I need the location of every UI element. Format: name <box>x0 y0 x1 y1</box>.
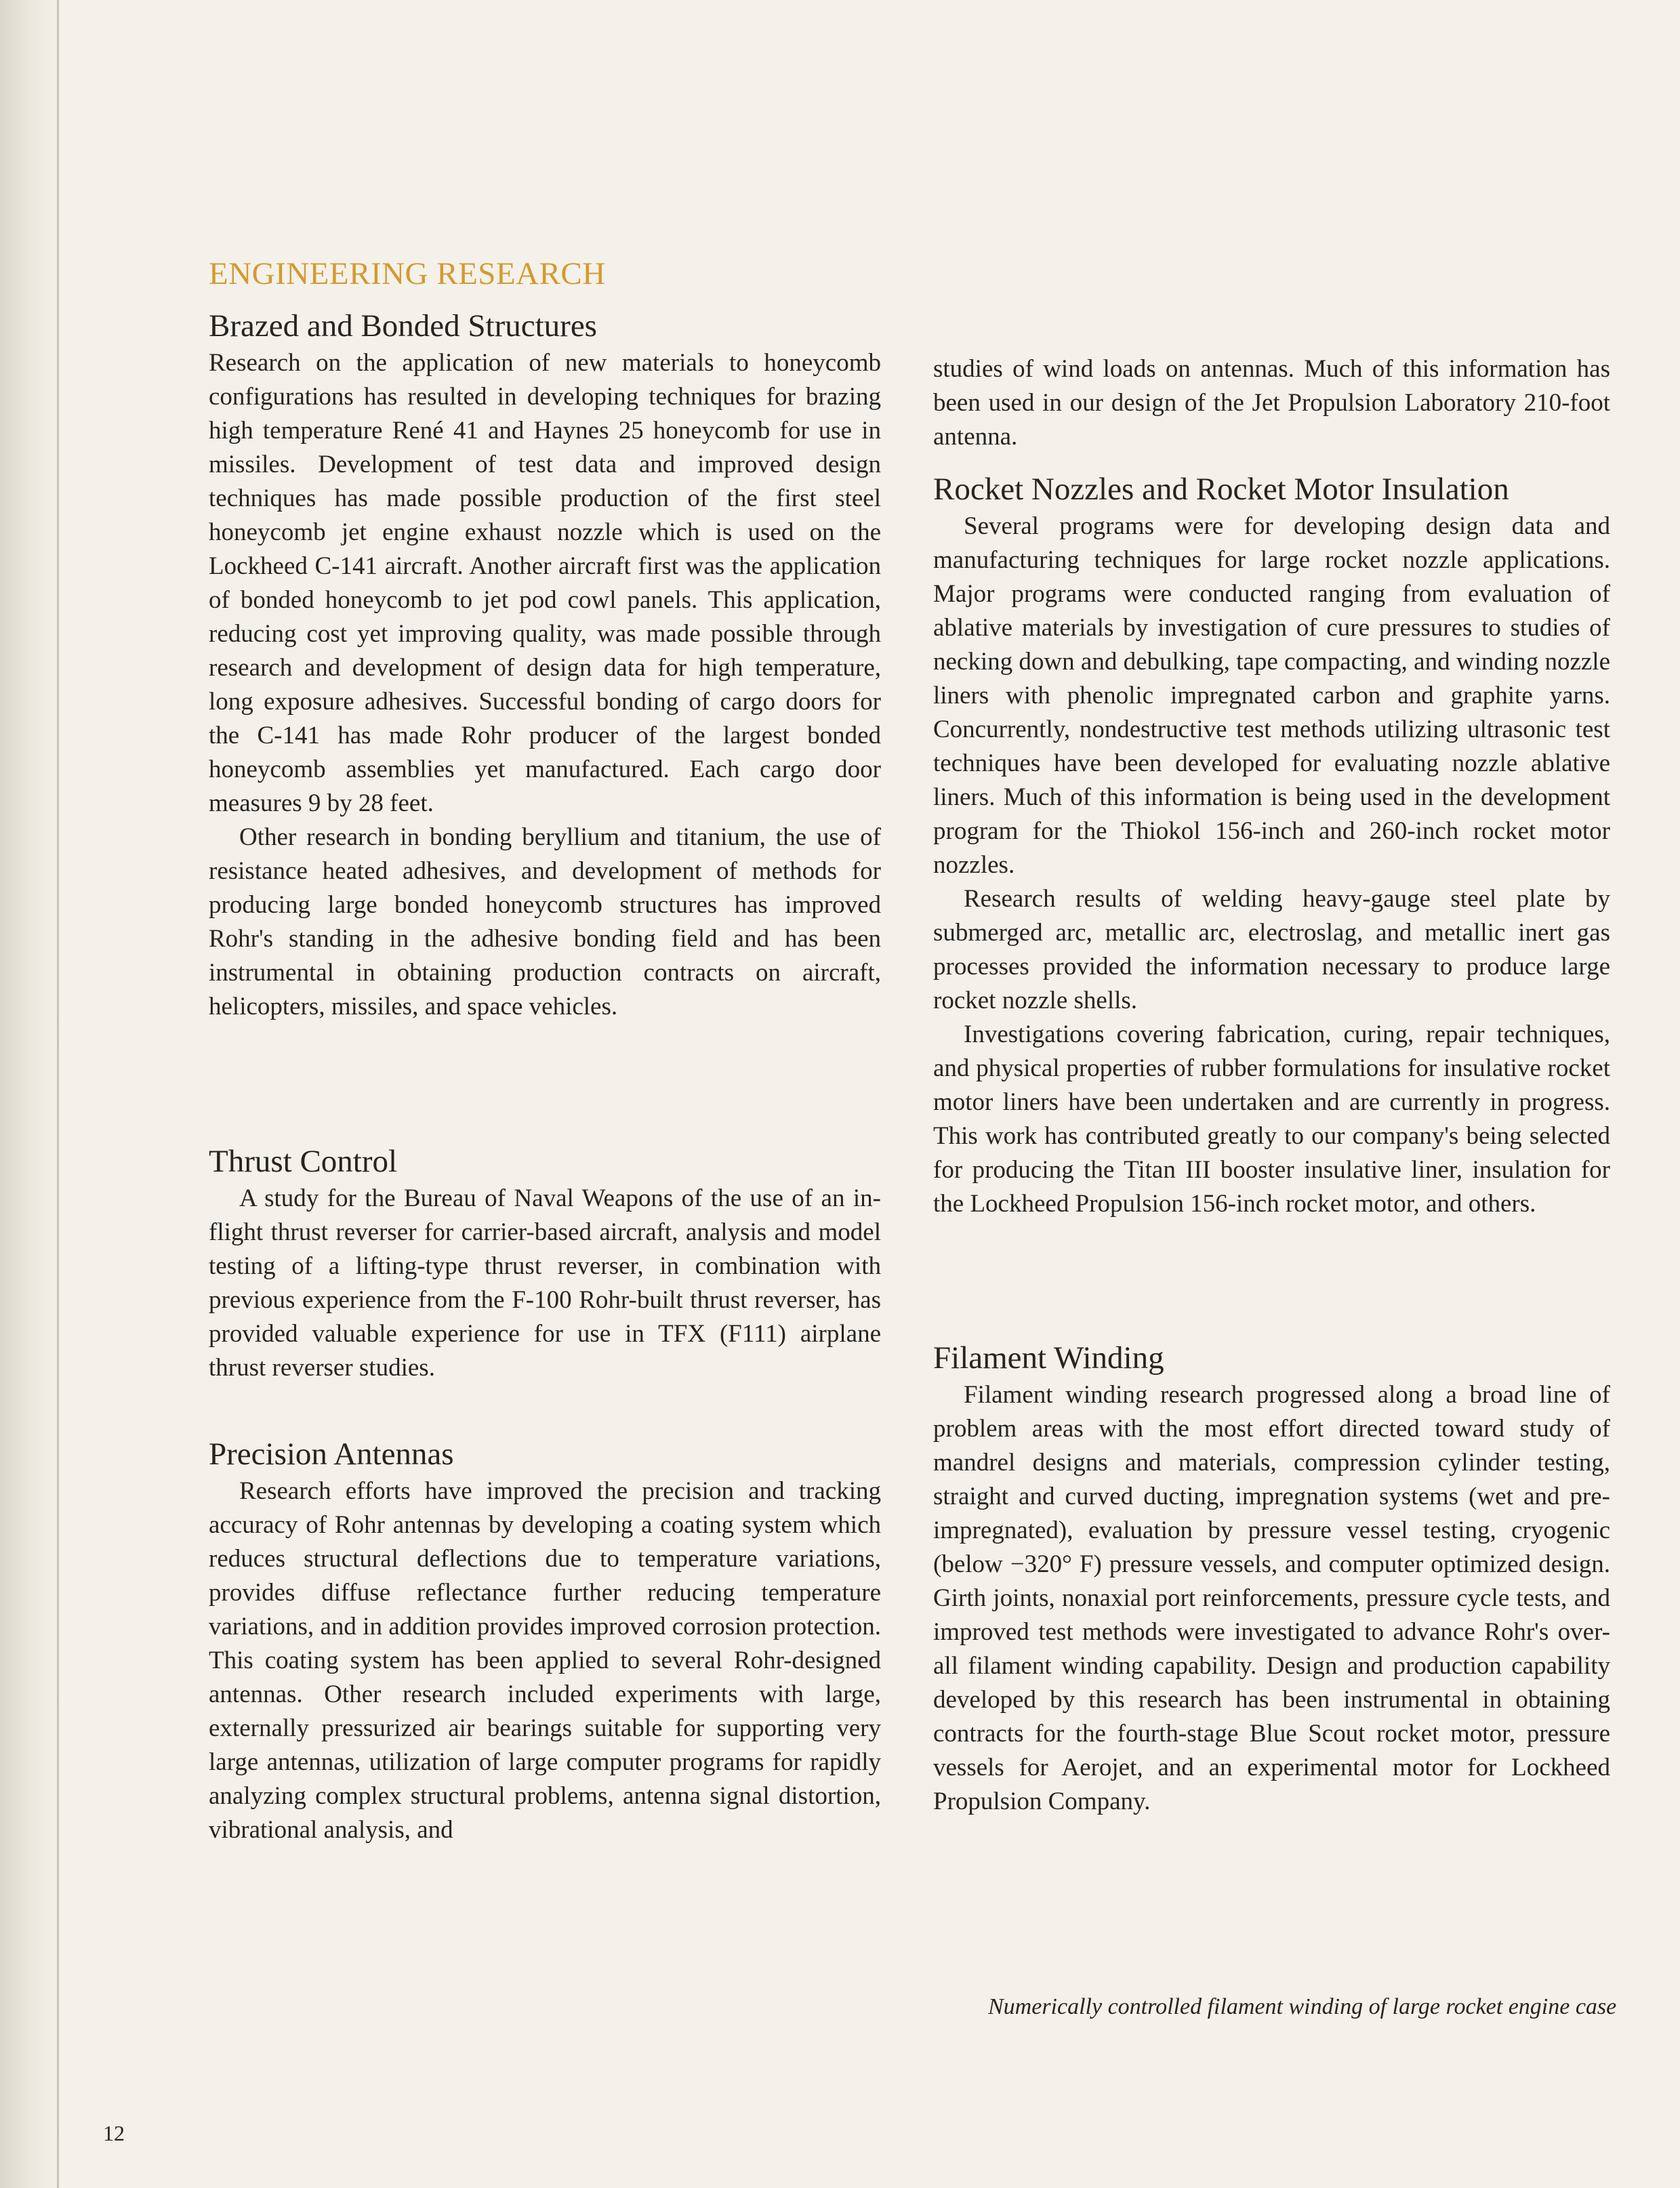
page-number: 12 <box>103 2121 125 2145</box>
paragraph: A study for the Bureau of Naval Weapons of the use of an in-flight thrust reverser for carrier-based aircraft, analysis and model testing of a lifting-type thrust reverser, in combination with previous experience from the F-100 Rohr-built thrust reverser, has provided valuable experience for use in TFX (F111) airplane thrust reverser studies. <box>209 1184 881 1382</box>
heading-filament-winding: Filament Winding <box>933 1340 1164 1376</box>
heading-thrust-control: Thrust Control <box>209 1144 398 1179</box>
paragraph: studies of wind loads on antennas. Much of this information has been used in our design of the Jet Propulsion Laboratory 210-foot antenna. <box>933 355 1610 451</box>
paragraph: Research results of welding heavy-gauge steel plate by submerged arc, metallic arc, electroslag, and metallic inert gas processes provided the information necessary to produce large rocket nozzle shells. <box>933 885 1610 1014</box>
binding-line <box>57 0 59 2188</box>
paragraph: Research efforts have improved the precision and tracking accuracy of Rohr antennas by developing a coating system which reduces structural deflections due to temperature variations, provides diffuse reflectance further reducing temperature variations, and in addition provides improved corrosion protection. This coating system has been applied to several Rohr-designed antennas. Other research included experiments with large, externally pressurized air bearings suitable for supporting very large antennas, utilization of large computer programs for rapidly analyzing complex structural problems, antenna signal distortion, vibrational analysis, and <box>209 1477 881 1844</box>
page-edge <box>0 0 62 2188</box>
section-brazed-body <box>209 346 881 1024</box>
heading-brazed-bonded: Brazed and Bonded Structures <box>209 308 597 344</box>
heading-precision-antennas: Precision Antennas <box>209 1437 454 1472</box>
figure-caption: Numerically controlled filament winding of large rocket engine case <box>988 1994 1617 2019</box>
section-antennas-body <box>209 1474 881 1847</box>
paragraph: Investigations covering fabrication, curing, repair techniques, and physical properties of rubber formulations for insulative rocket motor liners have been undertaken and are currently in progress. This work has contributed greatly to our company's being selected for producing the Titan III booster insulative liner, insulation for the Lockheed Propulsion 156-inch rocket motor, and others. <box>933 1020 1610 1218</box>
paragraph: Several programs were for developing design data and manufacturing techniques for large rocket nozzle applications. Major programs were conducted ranging from evaluation of ablative materials by investigation of cure pressures to studies of necking down and debulking, tape compacting, and winding nozzle liners with phenolic impregnated carbon and graphite yarns. Concurrently, nondestructive test methods utilizing ultrasonic test techniques have been developed for evaluating nozzle ablative liners. Much of this information is being used in the development program for the Thiokol 156-inch and 260-inch rocket motor nozzles. <box>933 512 1610 879</box>
paragraph: Research on the application of new materials to honeycomb configurations has resulted in developing techniques for brazing high temperature René 41 and Haynes 25 honeycomb for use in missiles. Development of test data and improved design techniques has made possible production of the first steel honeycomb jet engine exhaust nozzle which is used on the Lockheed C-141 aircraft. Another aircraft first was the application of bonded honeycomb to jet pod cowl panels. This application, reducing cost yet improving quality, was made possible through research and development of design data for high temperature, long exposure adhesives. Successful bonding of cargo doors for the C-141 has made Rohr producer of the largest bonded honeycomb assemblies yet manufactured. Each cargo door measures 9 by 28 feet. <box>209 349 881 817</box>
section-thrust-body <box>209 1182 881 1385</box>
section-nozzles-body <box>933 510 1610 1221</box>
section-title: ENGINEERING RESEARCH <box>209 256 606 291</box>
section-filament-body <box>933 1378 1610 1819</box>
heading-rocket-nozzles: Rocket Nozzles and Rocket Motor Insulation <box>933 472 1509 507</box>
antennas-continued <box>933 352 1610 454</box>
paragraph: Other research in bonding beryllium and titanium, the use of resistance heated adhesives, and development of methods for producing large bonded honeycomb structures has improved Rohr's standing in the adhesive bonding field and has been instrumental in obtaining production contracts on aircraft, helicopters, missiles, and space vehicles. <box>209 823 881 1020</box>
paragraph: Filament winding research progressed along a broad line of problem areas with the most effort directed toward study of mandrel designs and materials, compression cylinder testing, straight and curved ducting, impregnation systems (wet and pre-impregnated), evaluation by pressure vessel testing, cryogenic (below −320° F) pressure vessels, and computer optimized design. Girth joints, nonaxial port reinforcements, pressure cycle tests, and improved test methods were investigated to advance Rohr's over-all filament winding capability. Design and production capability developed by this research has been instrumental in obtaining contracts for the fourth-stage Blue Scout rocket motor, pressure vessels for Aerojet, and an experimental motor for Lockheed Propulsion Company. <box>933 1381 1610 1815</box>
